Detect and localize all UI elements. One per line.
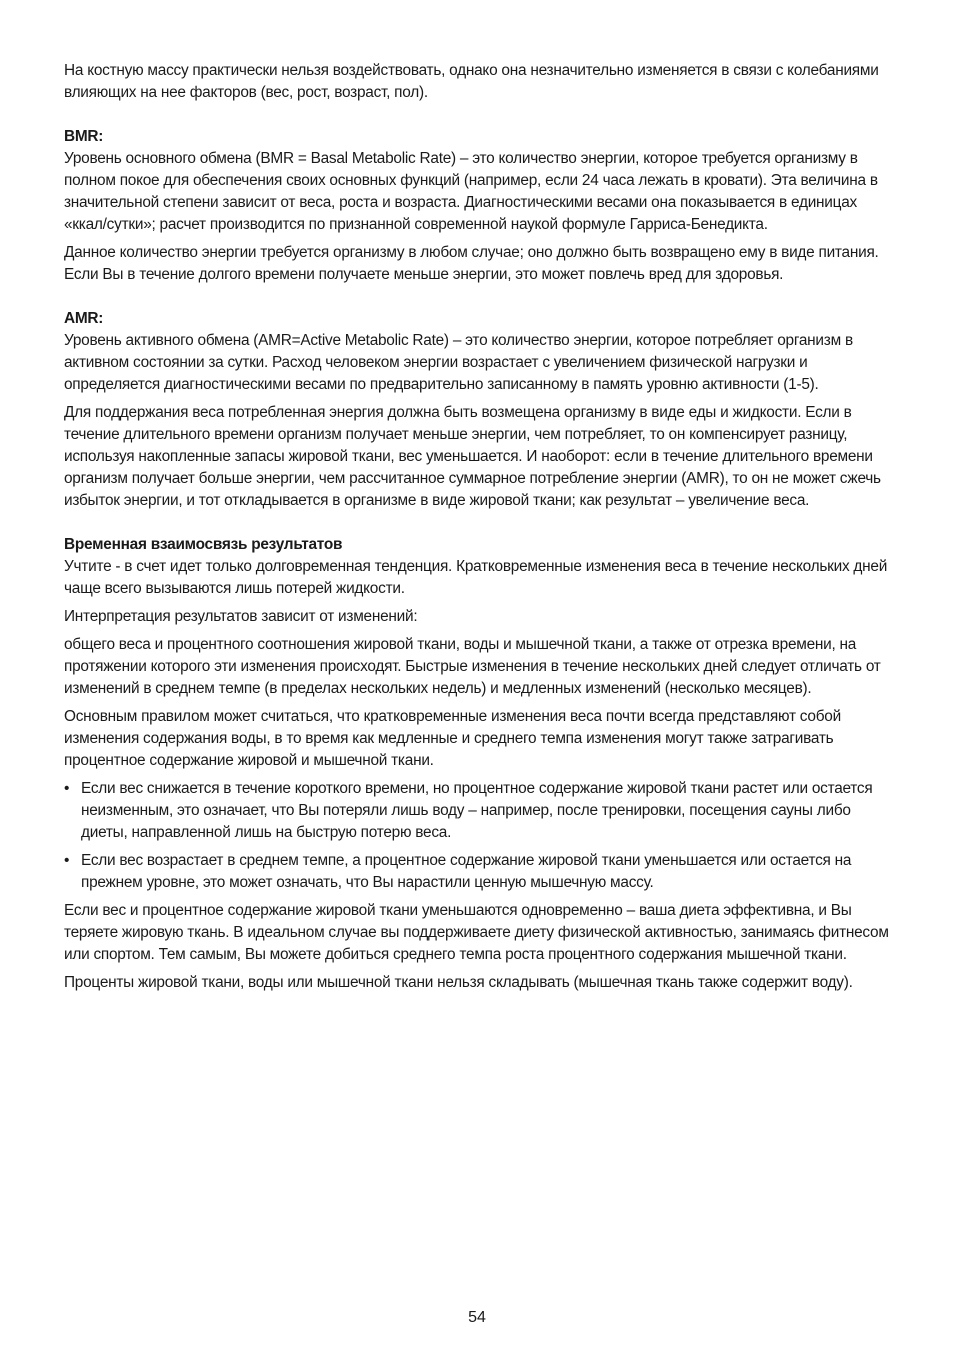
time-paragraph-5: Если вес и процентное содержание жировой ткани уменьшаются одновременно – ваша диета эффективна, и Вы теряете жировую ткань. В идеальном случае вы поддерживаете диету физической активностью, занимаясь фитнесом или спортом. Тем самым, Вы можете добиться среднего темпа роста процентного содержания мышечной ткани.	[64, 902, 889, 963]
time-paragraph-6: Проценты жировой ткани, воды или мышечной ткани нельзя складывать (мышечная ткань также содержит воду).	[64, 974, 853, 991]
intro-paragraph: На костную массу практически нельзя воздействовать, однако она незначительно изменяется в связи с колебаниями влияющих на нее факторов (вес, рост, возраст, пол).	[64, 62, 879, 101]
bmr-heading: BMR:	[64, 128, 104, 145]
amr-paragraph-1: Уровень активного обмена (AMR=Active Metabolic Rate) – это количество энергии, которое потребляет организм в активном состоянии за сутки. Расход человеком энергии возрастает с увеличением физической нагрузки и определяется диагностическими весами по предварительно записанному в память уровню активности (1-5).	[64, 332, 853, 393]
time-paragraph-4: Основным правилом может считаться, что кратковременные изменения веса почти всегда представляют собой изменения содержания воды, в то время как медленные и среднего темпа изменения могут также затрагивать процентное содержание жировой и мышечной ткани.	[64, 708, 841, 769]
time-paragraph-1: Учтите - в счет идет только долговременная тенденция. Кратковременные изменения веса в течение нескольких дней чаще всего вызываются лишь потерей жидкости.	[64, 558, 888, 597]
list-item: • Если вес возрастает в среднем темпе, а процентное содержание жировой ткани уменьшается или остается на прежнем уровне, это может означать, что Вы нарастили ценную мышечную массу.	[64, 850, 890, 894]
time-heading: Временная взаимосвязь результатов	[64, 536, 343, 553]
amr-paragraph-2: Для поддержания веса потребленная энергия должна быть возмещена организму в виде еды и жидкости. Если в течение длительного времени организм получает меньше энергии, чем потребляет, то он компенсирует разницу, используя накопленные запасы жировой ткани, вес уменьшается. И наоборот: если в течение длительного времени организм получает больше энергии, чем рассчитанное суммарное потребление энергии (AMR), то он не может сжечь избыток энергии, и тот откладывается в организме в виде жировой ткани; как результат – увеличение веса.	[64, 404, 881, 509]
bullet-list	[64, 778, 890, 894]
spacer	[64, 292, 890, 308]
spacer	[64, 110, 890, 126]
bmr-paragraph-2: Данное количество энергии требуется организму в любом случае; оно должно быть возвращено ему в виде питания. Если Вы в течение долгого времени получаете меньше энергии, это может повлечь вред для здоровья.	[64, 244, 879, 283]
amr-heading: AMR:	[64, 310, 104, 327]
list-item: • Если вес снижается в течение короткого времени, но процентное содержание жировой ткани растет или остается неизменным, это означает, что Вы потеряли лишь воду – например, после тренировки, посещения сауны либо диеты, направленной лишь на быструю потерю веса.	[64, 778, 890, 844]
page-number: 54	[468, 1309, 486, 1326]
time-paragraph-2: Интерпретация результатов зависит от изменений:	[64, 608, 418, 625]
document-body	[64, 60, 890, 1000]
bmr-paragraph-1: Уровень основного обмена (BMR = Basal Metabolic Rate) – это количество энергии, которое требуется организму в полном покое для обеспечения своих основных функций (например, если 24 часа лежать в кровати). Эта величина в значительной степени зависит от веса, роста и возраста. Диагностическими весами она показывается в единицах «ккал/сутки»; расчет производится по признанной современной наукой формуле Гарриса-Бенедикта.	[64, 150, 878, 233]
time-paragraph-3: общего веса и процентного соотношения жировой ткани, воды и мышечной ткани, а также от отрезка времени, на протяжении которого эти изменения происходят. Быстрые изменения в течение нескольких дней следует отличать от изменений в среднем темпе (в пределах нескольких недель) и медленных изменений (несколько месяцев).	[64, 636, 881, 697]
spacer	[64, 518, 890, 534]
